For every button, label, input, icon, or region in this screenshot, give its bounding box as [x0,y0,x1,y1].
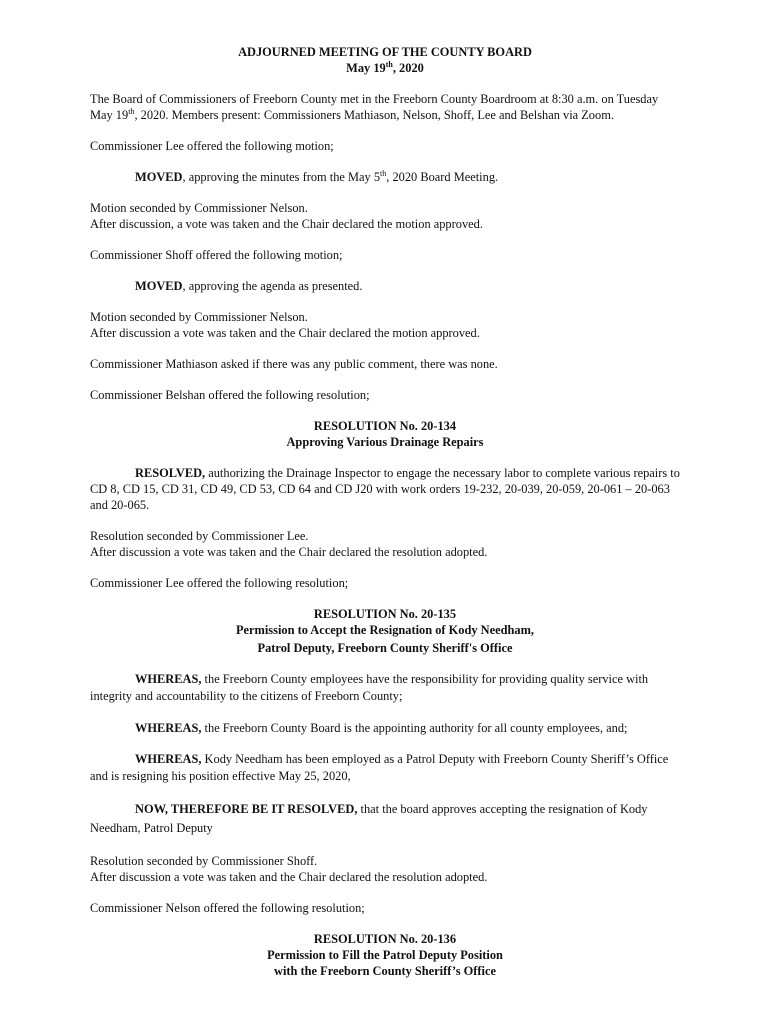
meeting-date: May 19th, 2020 [346,59,424,75]
public-comment: Commissioner Mathiason asked if there was any public comment, there was none. [90,357,498,371]
res134-number: RESOLUTION No. 20-134 [313,419,457,433]
res135-number: RESOLUTION No. 20-135 [313,607,457,621]
res135-now-therefore: NOW, THEREFORE BE IT RESOLVED, that the board approves accepting the resignation of Kody Needham, Patrol Deputy [90,802,648,835]
res136-number: RESOLUTION No. 20-136 [313,932,457,946]
motion1-second: Motion seconded by Commissioner Nelson. [90,201,308,215]
res135-vote: After discussion a vote was taken and the Chair declared the resolution adopted. [90,870,488,884]
motion2-second: Motion seconded by Commissioner Nelson. [90,310,308,324]
meeting-title: ADJOURNED MEETING OF THE COUNTY BOARD [238,45,532,59]
motion2-offer: Commissioner Shoff offered the following motion; [90,248,343,262]
motion1-moved: MOVED, approving the minutes from the May 5th, 2020 Board Meeting. [135,168,499,184]
res136-offer: Commissioner Nelson offered the following resolution; [90,901,365,915]
res134-second: Resolution seconded by Commissioner Lee. [90,529,309,543]
intro-paragraph: The Board of Commissioners of Freeborn County met in the Freeborn County Boardroom at 8:30 a.m. on Tuesday May 19th, 2020. Members present: Commissioners Mathiason, Nelson, Shoff, Lee and Belshan via Zoom. [90,92,659,122]
res135-subtitle-1: Permission to Accept the Resignation of Kody Needham, [235,623,535,637]
res134-subtitle: Approving Various Drainage Repairs [286,435,484,449]
res134-offer: Commissioner Belshan offered the following resolution; [90,388,370,402]
res135-offer: Commissioner Lee offered the following resolution; [90,576,349,590]
res135-whereas-2: WHEREAS, the Freeborn County Board is the appointing authority for all county employees, and; [135,721,628,735]
res134-resolved: RESOLVED, authorizing the Drainage Inspector to engage the necessary labor to complete various repairs to CD 8, CD 15, CD 31, CD 49, CD 53, CD 64 and CD J20 with work orders 19-232, 20-039, 20-059, 20-061 – 20-063 and 20-065. [90,466,680,512]
res135-whereas-3: WHEREAS, Kody Needham has been employed as a Patrol Deputy with Freeborn County Sheriff’s Office and is resigning his position effective May 25, 2020, [90,752,669,783]
res135-second: Resolution seconded by Commissioner Shoff. [90,854,318,868]
res135-subtitle-2: Patrol Deputy, Freeborn County Sheriff's Office [257,641,513,655]
document-page [90,44,680,979]
motion1-offer: Commissioner Lee offered the following motion; [90,139,334,153]
motion2-moved: MOVED, approving the agenda as presented. [135,279,363,293]
res134-vote: After discussion a vote was taken and the Chair declared the resolution adopted. [90,545,488,559]
motion2-vote: After discussion a vote was taken and the Chair declared the motion approved. [90,326,480,340]
res136-subtitle-2: with the Freeborn County Sheriff’s Office [274,964,496,978]
motion1-vote: After discussion, a vote was taken and the Chair declared the motion approved. [90,217,483,231]
res135-whereas-1: WHEREAS, the Freeborn County employees have the responsibility for providing quality service with integrity and accountability to the citizens of Freeborn County; [90,672,649,703]
res136-subtitle-1: Permission to Fill the Patrol Deputy Position [267,948,503,962]
